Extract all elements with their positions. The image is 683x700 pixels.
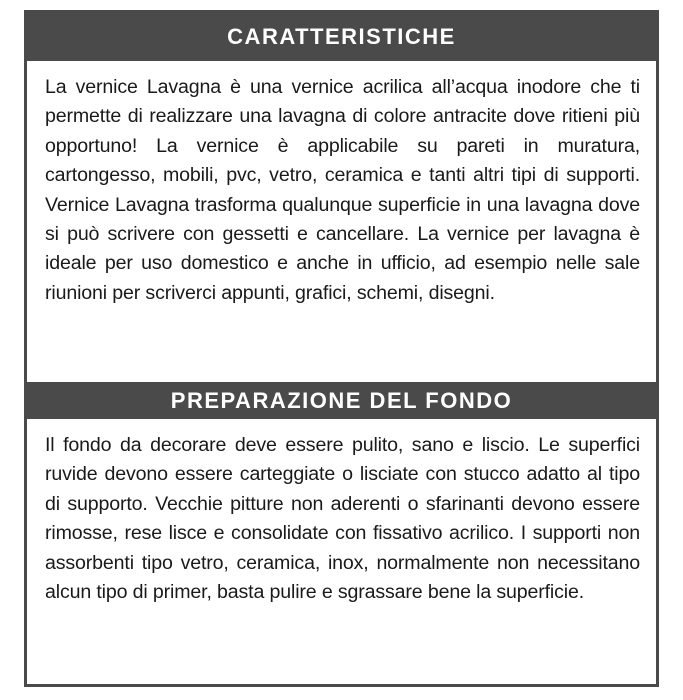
section-body-preparazione: Il fondo da decorare deve essere pulito, sano e liscio. Le superfici ruvide devono essere carteggiate o lisciate con stucco adatto al tipo di supporto. Vecchie pitture non aderenti o sfarinanti devono essere rimosse, rese lisce e consolidate con fissativo acrilico. I supporti non assorbenti tipo vetro, ceramica, inox, normalmente non necessitano alcun tipo di primer, basta pulire e sgrassare bene la superficie. <box>45 434 640 604</box>
section-title-preparazione: PREPARAZIONE DEL FONDO <box>27 382 656 419</box>
section-title-caratteristiche: CARATTERISTICHE <box>27 13 656 61</box>
product-info-panel <box>24 10 659 687</box>
section-body-caratteristiche: La vernice Lavagna è una vernice acrilica all’acqua inodore che ti permette di realizzare una lavagna di colore antracite dove ritieni più opportuno! La vernice è applicabile su pareti in muratura, cartongesso, mobili, pvc, vetro, ceramica e tanti altri tipi di supporti. Vernice Lavagna trasforma qualunque superficie in una lavagna dove si può scrivere con gessetti e cancellare. La vernice per lavagna è ideale per uso domestico e anche in ufficio, ad esempio nelle sale riunioni per scriverci appunti, grafici, schemi, disegni. <box>45 76 640 304</box>
